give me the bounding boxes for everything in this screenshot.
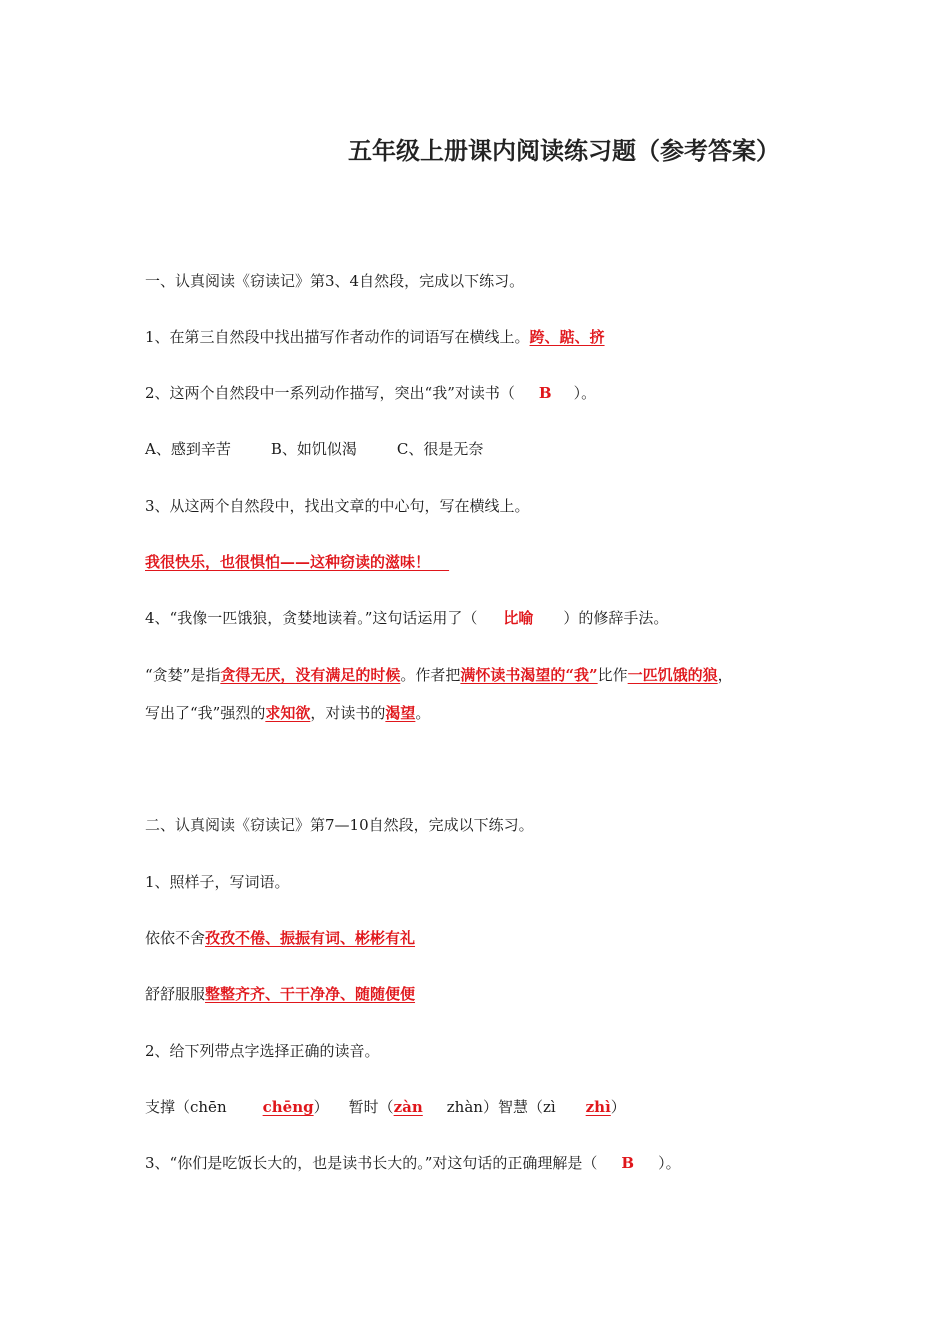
option-a: A、感到辛苦 [145, 440, 231, 458]
pinyin-answer-3: zhì [585, 1098, 611, 1116]
s1-q2-suffix: ）。 [573, 384, 597, 402]
s1-question-4 [145, 607, 668, 629]
s1-q1-answer: 跨、踮、挤 [529, 328, 605, 346]
s2-question-1: 1、照样子，写词语。 [145, 873, 290, 891]
s2-pinyin-line [145, 1096, 626, 1118]
s2-question-2: 2、给下列带点字选择正确的读音。 [145, 1042, 380, 1060]
s1-q4-explanation-1 [145, 664, 733, 686]
pinyin-answer-1: chēng [262, 1098, 314, 1116]
ex1-answer: 孜孜不倦、振振有词、彬彬有礼 [205, 929, 416, 947]
s1-question-3: 3、从这两个自然段中，找出文章的中心句，写在横线上。 [145, 497, 530, 515]
s1-q3-answer-line [145, 551, 449, 573]
q4c-text-3: 。 [415, 704, 431, 722]
s1-q4-answer: 比喻 [503, 609, 534, 627]
s2-example-1 [145, 927, 415, 949]
s2-example-2 [145, 983, 415, 1005]
s1-q2-answer: B [538, 384, 552, 402]
q4b-text-4: ， [717, 666, 733, 684]
section1-heading: 一、认真阅读《窃读记》第3、4自然段，完成以下练习。 [145, 272, 525, 290]
pinyin-word-1-end: ） [313, 1098, 329, 1116]
s1-q3-answer: 我很快乐，也很惧怕——这种窃读的滋味！ [145, 553, 431, 571]
s1-q4-explanation-2 [145, 702, 430, 724]
s2-q3-suffix: ）。 [658, 1154, 681, 1172]
ex2-prefix: 舒舒服服 [145, 985, 206, 1003]
q4c-text-1: 写出了“我”强烈的 [145, 704, 266, 722]
q4b-text-1: “贪婪”是指 [145, 666, 221, 684]
pinyin-word-3: 智慧（zì [497, 1098, 556, 1116]
s1-q4-suffix: ）的修辞手法。 [563, 609, 669, 627]
q4c-answer-1: 求知欲 [265, 704, 311, 722]
document-title: 五年级上册课内阅读练习题（参考答案） [348, 136, 780, 165]
s1-question-2 [145, 382, 596, 404]
pinyin-word-3-end: ） [610, 1098, 626, 1116]
pinyin-word-2: 暂时（ [348, 1098, 394, 1116]
q4c-text-2: ，对读书的 [310, 704, 386, 722]
s2-q3-answer: B [621, 1154, 635, 1172]
s2-question-3 [145, 1152, 681, 1174]
s1-q4-prefix: 4、“我像一匹饿狼，贪婪地读着。”这句话运用了（ [145, 609, 478, 627]
q4b-text-3: 比作 [597, 666, 628, 684]
option-c: C、很是无奈 [396, 440, 484, 458]
pinyin-answer-2: zàn [393, 1098, 423, 1116]
ex2-answer: 整整齐齐、干干净净、随随便便 [205, 985, 416, 1003]
s1-q2-prefix: 2、这两个自然段中一系列动作描写，突出“我”对读书（ [145, 384, 515, 402]
q4b-text-2: 。作者把 [400, 666, 461, 684]
s1-question-1 [145, 326, 605, 348]
q4c-answer-2: 渴望 [385, 704, 416, 722]
s2-q3-prefix: 3、“你们是吃饭长大的，也是读书长大的。”对这句话的正确理解是（ [145, 1154, 598, 1172]
pinyin-word-1: 支撑（chēn [145, 1098, 227, 1116]
q4b-answer-2: 满怀读书渴望的“我” [460, 666, 598, 684]
section2-heading: 二、认真阅读《窃读记》第7—10自然段，完成以下练习。 [145, 816, 534, 834]
ex1-prefix: 依依不舍 [145, 929, 206, 947]
q4b-answer-1: 贪得无厌，没有满足的时候 [220, 666, 401, 684]
option-b: B、如饥似渴 [270, 440, 357, 458]
s1-q1-text: 1、在第三自然段中找出描写作者动作的词语写在横线上。 [145, 328, 530, 346]
s1-q2-options [145, 438, 483, 460]
q4b-answer-3: 一匹饥饿的狼 [627, 666, 718, 684]
pinyin-word-2b: zhàn） [446, 1098, 498, 1116]
